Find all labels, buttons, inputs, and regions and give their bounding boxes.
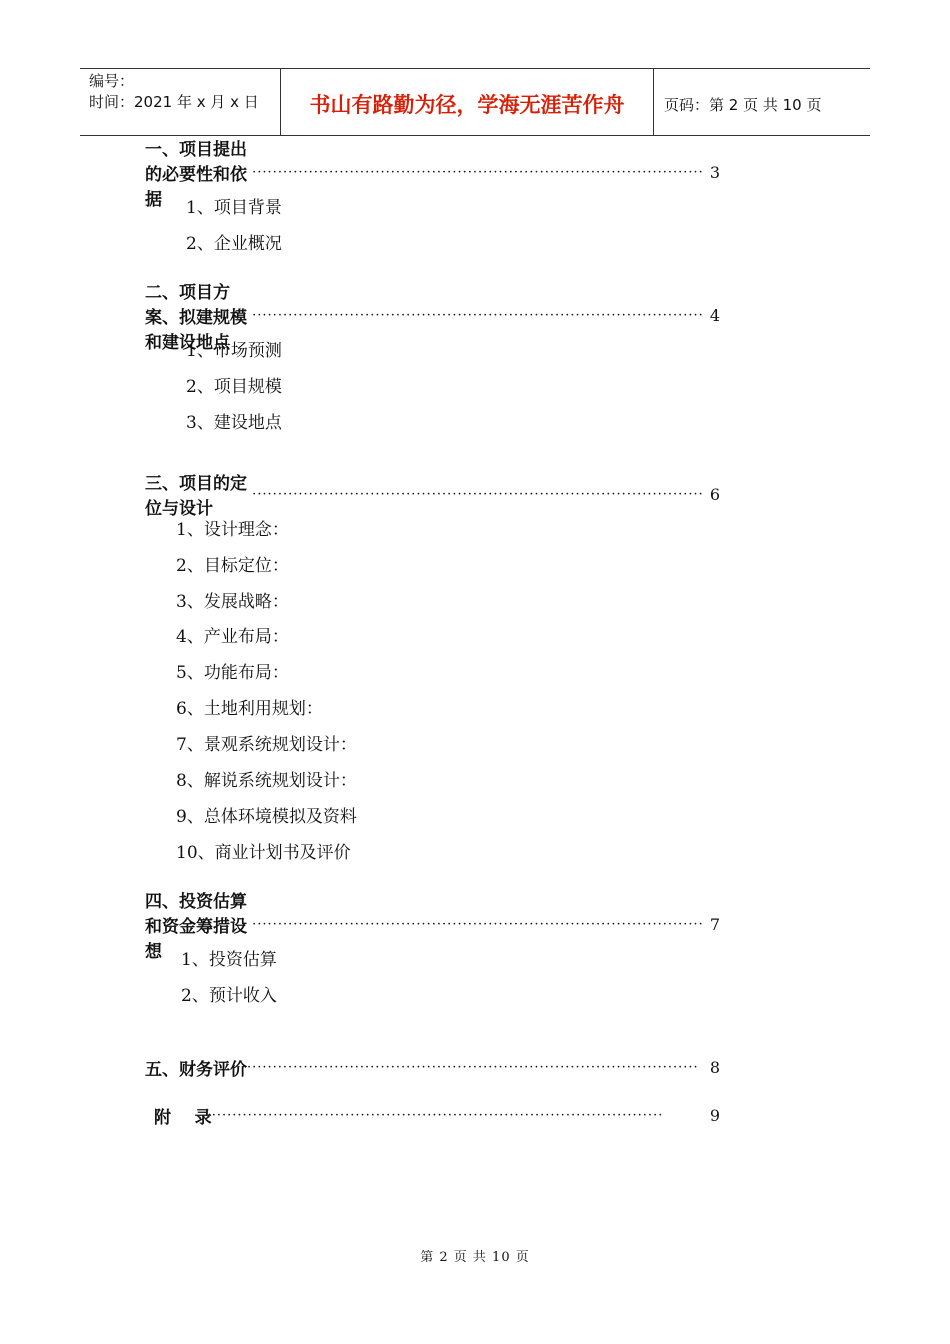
toc-page-number: 7 xyxy=(709,914,720,934)
toc-leader-dots: ························································································ xyxy=(252,916,704,932)
toc-section-title: 一、项目提出的必要性和依据 xyxy=(145,139,247,210)
toc-item[interactable]: 8、解说系统规划设计： xyxy=(176,771,357,791)
toc-item[interactable]: 7、景观系统规划设计： xyxy=(176,735,357,755)
toc-leader-dots: ························································································ xyxy=(211,1107,664,1123)
toc-item[interactable]: 3、建设地点 xyxy=(186,413,282,433)
toc-section-title: 三、项目的定位与设计 xyxy=(145,474,247,519)
toc-item[interactable]: 10、商业计划书及评价 xyxy=(176,843,351,863)
toc-page-number: 8 xyxy=(709,1057,720,1077)
header-page-label: 页码：第 2 页 共 10 页 xyxy=(664,95,822,114)
toc-page-number: 3 xyxy=(709,162,720,182)
toc-section-title: 附 录 xyxy=(154,1107,212,1128)
header-meta xyxy=(80,69,281,135)
toc-page-number: 9 xyxy=(709,1105,720,1125)
toc-leader-dots: ························································································ xyxy=(252,486,704,502)
toc-leader-dots: ························································································ xyxy=(252,164,704,180)
document-header xyxy=(80,68,870,136)
toc-item[interactable]: 5、功能布局： xyxy=(176,663,289,683)
toc-item[interactable]: 1、项目背景 xyxy=(186,198,282,218)
toc-item[interactable]: 1、市场预测 xyxy=(186,341,282,361)
toc-item[interactable]: 2、企业概况 xyxy=(186,234,282,254)
toc-section-title: 五、财务评价 xyxy=(145,1059,247,1080)
toc-section-title: 二、项目方案、拟建规模和建设地点 xyxy=(145,282,247,353)
page-footer: 第 2 页 共 10 页 xyxy=(420,1250,530,1265)
toc-section[interactable] xyxy=(145,1054,720,1080)
toc-item[interactable]: 2、目标定位： xyxy=(176,556,289,576)
toc-item[interactable]: 1、投资估算 xyxy=(181,950,277,970)
toc-item[interactable]: 9、总体环境模拟及资料 xyxy=(176,807,357,827)
toc-leader-dots: ························································································ xyxy=(252,307,704,323)
toc-section[interactable] xyxy=(145,474,720,519)
toc-section-appendix[interactable] xyxy=(154,1102,720,1128)
toc-page-number: 4 xyxy=(709,305,720,325)
toc-item[interactable]: 6、土地利用规划： xyxy=(176,699,323,719)
toc-item[interactable]: 1、设计理念： xyxy=(176,520,289,540)
toc-leader-dots: ························································································ xyxy=(247,1059,699,1075)
toc-item[interactable]: 2、预计收入 xyxy=(181,986,277,1006)
time-label: 时间：2021 年 x 月 x 日 xyxy=(89,93,259,111)
toc-item[interactable]: 2、项目规模 xyxy=(186,377,282,397)
header-motto: 书山有路勤为径，学海无涯苦作舟 xyxy=(281,69,654,135)
toc-item[interactable]: 3、发展战略： xyxy=(176,592,289,612)
toc-section-title: 四、投资估算和资金筹措设想 xyxy=(145,891,247,962)
number-label: 编号： xyxy=(89,72,135,90)
toc-item[interactable]: 4、产业布局： xyxy=(176,627,289,647)
toc-page-number: 6 xyxy=(709,484,720,504)
